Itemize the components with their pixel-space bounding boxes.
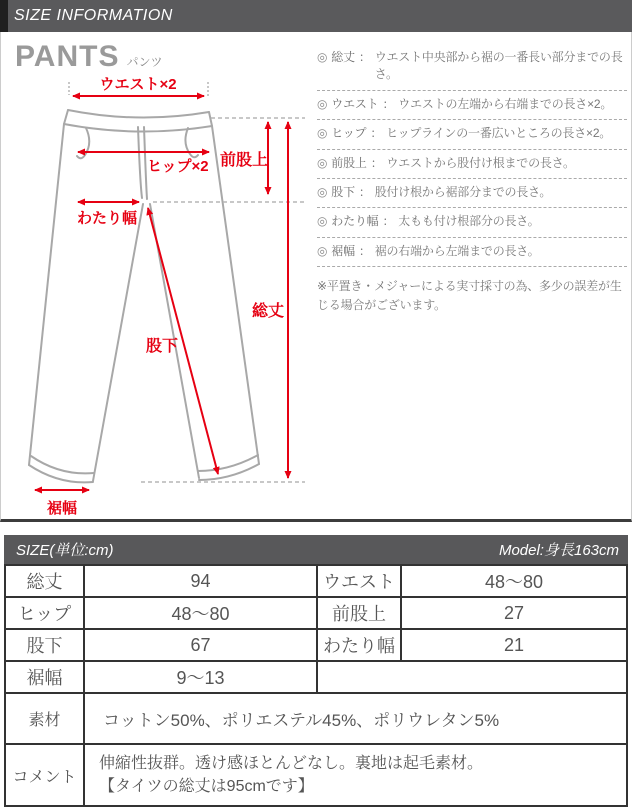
left-pocket bbox=[77, 128, 89, 158]
size-information-title: SIZE INFORMATION bbox=[14, 7, 173, 24]
definition-separator: ： bbox=[370, 155, 383, 170]
definition-separator: ： bbox=[370, 126, 383, 141]
double-circle-bullet: ◎ bbox=[317, 50, 328, 64]
measurement-label-cell: わたり幅 bbox=[317, 629, 401, 661]
measurement-label-cell: 裾幅 bbox=[5, 661, 84, 693]
empty-cell bbox=[317, 661, 627, 693]
definition-term: わたり幅 bbox=[331, 214, 379, 229]
definition-term: ウエスト bbox=[331, 96, 379, 111]
measurement-note: ※平置き・メジャーによる実寸採寸の為、多少の誤差が生じる場合がございます。 bbox=[317, 279, 622, 313]
comment-line: 【タイツの総丈は95cmです】 bbox=[99, 778, 314, 796]
measurement-label-cell: 総丈 bbox=[5, 565, 84, 597]
measurement-value-cell: 48〜80 bbox=[84, 597, 317, 629]
definition-separator: ： bbox=[358, 184, 371, 199]
measurement-label-cell: 股下 bbox=[5, 629, 84, 661]
material-value-cell: コットン50%、ポリエステル45%、ポリウレタン5% bbox=[84, 693, 627, 744]
comment-row bbox=[5, 744, 627, 806]
measurement-label-cell: 前股上 bbox=[317, 597, 401, 629]
definition-item bbox=[317, 179, 627, 208]
definition-term: 総丈 bbox=[331, 50, 355, 64]
definition-item bbox=[317, 44, 627, 91]
table-row bbox=[5, 597, 627, 629]
size-information-bar bbox=[0, 0, 632, 32]
definition-desc: ウエスト中央部から裾の一番長い部分までの長さ。 bbox=[374, 50, 623, 82]
definition-separator: ： bbox=[358, 50, 371, 64]
table-row bbox=[5, 629, 627, 661]
product-heading bbox=[15, 40, 162, 74]
definition-term: ヒップ bbox=[331, 126, 367, 141]
definition-desc: 太もも付け根部分の長さ。 bbox=[398, 214, 540, 229]
measurement-label-cell: ウエスト bbox=[317, 565, 401, 597]
definition-item bbox=[317, 91, 627, 120]
definition-item bbox=[317, 238, 627, 267]
definition-desc: 裾の右端から左端までの長さ。 bbox=[374, 243, 540, 258]
measurement-label-cell: ヒップ bbox=[5, 597, 84, 629]
definitions-list bbox=[311, 32, 631, 519]
measurement-value-cell: 67 bbox=[84, 629, 317, 661]
definition-item bbox=[317, 208, 627, 237]
size-table-title: SIZE(単位:cm) bbox=[16, 542, 114, 559]
model-height-label: Model:身長163cm bbox=[498, 542, 619, 559]
double-circle-bullet: ◎ bbox=[317, 243, 328, 258]
pants-diagram bbox=[1, 32, 311, 522]
size-table bbox=[4, 564, 628, 807]
double-circle-bullet: ◎ bbox=[317, 184, 328, 199]
waist-label: ウエスト×2 bbox=[99, 76, 177, 93]
comment-line: 伸縮性抜群。透け感ほとんどなし。裏地は起毛素材。 bbox=[99, 755, 484, 772]
definition-separator: ： bbox=[382, 96, 395, 111]
hem-width-label: 裾幅 bbox=[46, 500, 78, 517]
table-row bbox=[5, 661, 627, 693]
double-circle-bullet: ◎ bbox=[317, 126, 328, 141]
bar-left-cap bbox=[0, 0, 8, 32]
double-circle-bullet: ◎ bbox=[317, 214, 328, 229]
front-rise-label: 前股上 bbox=[220, 152, 269, 169]
material-label-cell: 素材 bbox=[5, 693, 84, 744]
total-length-label: 総丈 bbox=[252, 303, 285, 320]
definition-item bbox=[317, 150, 627, 179]
material-row bbox=[5, 693, 627, 744]
table-row bbox=[5, 565, 627, 597]
double-circle-bullet: ◎ bbox=[317, 155, 328, 170]
size-table-header-bar bbox=[4, 535, 628, 564]
content-panel bbox=[0, 32, 632, 522]
product-subtitle: パンツ bbox=[126, 55, 163, 69]
definition-desc: 股付け根から裾部分までの長さ。 bbox=[374, 184, 552, 199]
definition-desc: ウエストから股付け根までの長さ。 bbox=[386, 155, 575, 170]
measurement-value-cell: 27 bbox=[401, 597, 627, 629]
measurement-value-cell: 9〜13 bbox=[84, 661, 317, 693]
definition-term: 前股上 bbox=[331, 155, 367, 170]
thigh-width-label: わたり幅 bbox=[77, 210, 138, 227]
comment-label-cell: コメント bbox=[5, 744, 84, 806]
product-title: PANTS bbox=[15, 40, 120, 73]
measurement-value-cell: 48〜80 bbox=[401, 565, 627, 597]
definition-desc: ウエストの左端から右端までの長さ×2。 bbox=[398, 96, 613, 111]
definition-term: 股下 bbox=[331, 184, 355, 199]
definition-desc: ヒップラインの一番広いところの長さ×2。 bbox=[386, 126, 612, 141]
comment-value-cell bbox=[84, 744, 627, 806]
diagram-pane bbox=[1, 32, 311, 519]
definition-item bbox=[317, 120, 627, 149]
inseam-label: 股下 bbox=[146, 338, 179, 355]
definition-separator: ： bbox=[358, 243, 371, 258]
definition-separator: ： bbox=[382, 214, 395, 229]
definition-term: 裾幅 bbox=[331, 243, 355, 258]
hip-label: ヒップ×2 bbox=[147, 158, 209, 175]
measurement-value-cell: 94 bbox=[84, 565, 317, 597]
double-circle-bullet: ◎ bbox=[317, 96, 328, 111]
measurement-value-cell: 21 bbox=[401, 629, 627, 661]
